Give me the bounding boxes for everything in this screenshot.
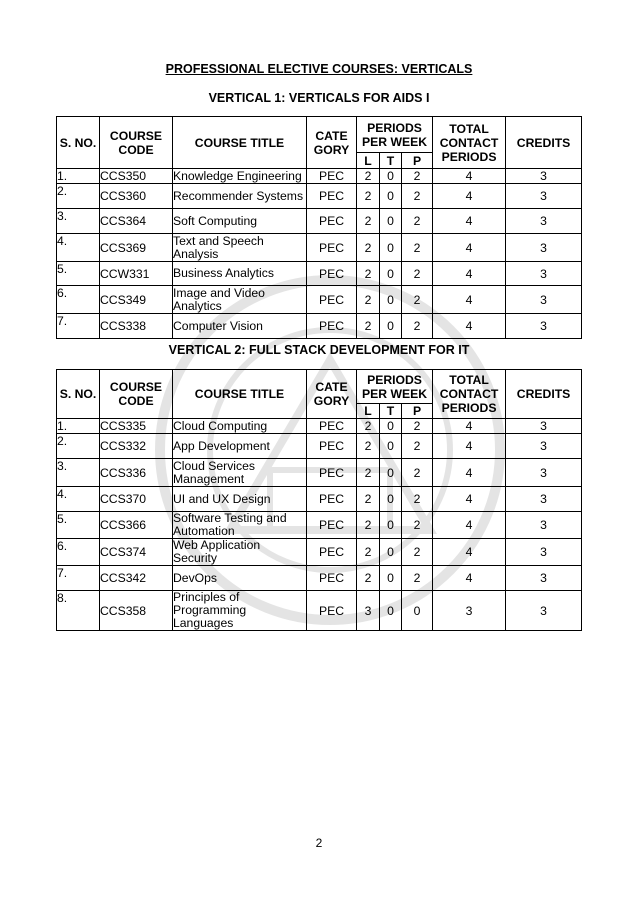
lecture-periods: 2 — [357, 169, 380, 184]
lecture-periods: 2 — [357, 262, 380, 286]
course-title: Software Testing and Automation — [173, 512, 307, 539]
category: PEC — [307, 314, 357, 339]
table-row — [57, 512, 582, 539]
lecture-periods: 2 — [357, 419, 380, 434]
table-row — [57, 539, 582, 566]
course-code: CCS342 — [100, 566, 173, 591]
course-title: Cloud Computing — [173, 419, 307, 434]
col-header-l: L — [357, 153, 380, 169]
course-code: CCS364 — [100, 209, 173, 234]
col-header-p: P — [402, 153, 433, 169]
credits: 3 — [506, 459, 582, 487]
practical-periods: 2 — [402, 234, 433, 262]
total-contact-periods: 4 — [433, 314, 506, 339]
vertical-1-title: VERTICAL 1: VERTICALS FOR AIDS I — [208, 91, 430, 105]
lecture-periods: 2 — [357, 184, 380, 209]
tutorial-periods: 0 — [380, 286, 402, 314]
table-row — [57, 169, 582, 184]
practical-periods: 2 — [402, 566, 433, 591]
category: PEC — [307, 512, 357, 539]
table-row — [57, 419, 582, 434]
tutorial-periods: 0 — [380, 459, 402, 487]
serial-number: 1. — [57, 419, 100, 434]
credits: 3 — [506, 314, 582, 339]
col-header-code: COURSE CODE — [100, 370, 173, 419]
col-header-t: T — [380, 153, 402, 169]
col-header-code: COURSE CODE — [100, 117, 173, 169]
practical-periods: 2 — [402, 459, 433, 487]
category: PEC — [307, 487, 357, 512]
table-row — [57, 262, 582, 286]
total-contact-periods: 4 — [433, 262, 506, 286]
course-code: CCS332 — [100, 434, 173, 459]
course-code: CCS369 — [100, 234, 173, 262]
course-code: CCS360 — [100, 184, 173, 209]
total-contact-periods: 4 — [433, 487, 506, 512]
tutorial-periods: 0 — [380, 487, 402, 512]
practical-periods: 2 — [402, 169, 433, 184]
course-title: Computer Vision — [173, 314, 307, 339]
practical-periods: 2 — [402, 539, 433, 566]
vertical-2-table — [56, 369, 582, 631]
tutorial-periods: 0 — [380, 262, 402, 286]
serial-number: 4. — [57, 234, 100, 262]
category: PEC — [307, 184, 357, 209]
credits: 3 — [506, 434, 582, 459]
practical-periods: 2 — [402, 434, 433, 459]
course-code: CCS338 — [100, 314, 173, 339]
credits: 3 — [506, 184, 582, 209]
col-header-category: CATE GORY — [307, 370, 357, 419]
serial-number: 5. — [57, 262, 100, 286]
serial-number: 2. — [57, 184, 100, 209]
credits: 3 — [506, 512, 582, 539]
lecture-periods: 2 — [357, 209, 380, 234]
vertical-1-table — [56, 116, 582, 339]
course-code: CCS336 — [100, 459, 173, 487]
total-contact-periods: 4 — [433, 539, 506, 566]
tutorial-periods: 0 — [380, 234, 402, 262]
total-contact-periods: 4 — [433, 566, 506, 591]
credits: 3 — [506, 262, 582, 286]
course-code: CCS350 — [100, 169, 173, 184]
table-row — [57, 234, 582, 262]
tutorial-periods: 0 — [380, 314, 402, 339]
practical-periods: 2 — [402, 209, 433, 234]
lecture-periods: 2 — [357, 566, 380, 591]
course-code: CCS366 — [100, 512, 173, 539]
table-row — [57, 209, 582, 234]
credits: 3 — [506, 234, 582, 262]
page-number: 2 — [315, 836, 323, 850]
serial-number: 2. — [57, 434, 100, 459]
tutorial-periods: 0 — [380, 209, 402, 234]
course-title: Web Application Security — [173, 539, 307, 566]
category: PEC — [307, 539, 357, 566]
serial-number: 7. — [57, 566, 100, 591]
course-title: Principles of Programming Languages — [173, 591, 307, 631]
lecture-periods: 2 — [357, 487, 380, 512]
vertical-2-title: VERTICAL 2: FULL STACK DEVELOPMENT FOR IT — [168, 343, 470, 357]
course-code: CCS374 — [100, 539, 173, 566]
category: PEC — [307, 566, 357, 591]
practical-periods: 2 — [402, 184, 433, 209]
tutorial-periods: 0 — [380, 539, 402, 566]
col-header-p: P — [402, 404, 433, 419]
lecture-periods: 3 — [357, 591, 380, 631]
table-row — [57, 591, 582, 631]
credits: 3 — [506, 487, 582, 512]
tutorial-periods: 0 — [380, 512, 402, 539]
col-header-credits: CREDITS — [506, 370, 582, 419]
credits: 3 — [506, 419, 582, 434]
col-header-periods: PERIODS PER WEEK — [357, 370, 433, 404]
col-header-periods: PERIODS PER WEEK — [357, 117, 433, 153]
total-contact-periods: 4 — [433, 234, 506, 262]
category: PEC — [307, 234, 357, 262]
total-contact-periods: 4 — [433, 512, 506, 539]
table-row — [57, 184, 582, 209]
credits: 3 — [506, 539, 582, 566]
practical-periods: 0 — [402, 591, 433, 631]
credits: 3 — [506, 566, 582, 591]
course-title: Image and Video Analytics — [173, 286, 307, 314]
practical-periods: 2 — [402, 262, 433, 286]
practical-periods: 2 — [402, 512, 433, 539]
course-title: DevOps — [173, 566, 307, 591]
total-contact-periods: 4 — [433, 184, 506, 209]
table-row — [57, 487, 582, 512]
credits: 3 — [506, 591, 582, 631]
total-contact-periods: 4 — [433, 434, 506, 459]
tutorial-periods: 0 — [380, 169, 402, 184]
course-code: CCW331 — [100, 262, 173, 286]
practical-periods: 2 — [402, 286, 433, 314]
total-contact-periods: 4 — [433, 169, 506, 184]
practical-periods: 2 — [402, 419, 433, 434]
course-title: Cloud Services Management — [173, 459, 307, 487]
serial-number: 5. — [57, 512, 100, 539]
course-title: Recommender Systems — [173, 184, 307, 209]
course-title: Text and Speech Analysis — [173, 234, 307, 262]
credits: 3 — [506, 286, 582, 314]
serial-number: 3. — [57, 209, 100, 234]
tutorial-periods: 0 — [380, 419, 402, 434]
tutorial-periods: 0 — [380, 566, 402, 591]
vertical-1-rows — [57, 169, 582, 339]
category: PEC — [307, 286, 357, 314]
col-header-t: T — [380, 404, 402, 419]
category: PEC — [307, 419, 357, 434]
tutorial-periods: 0 — [380, 184, 402, 209]
tutorial-periods: 0 — [380, 434, 402, 459]
serial-number: 4. — [57, 487, 100, 512]
col-header-total: TOTAL CONTACT PERIODS — [433, 370, 506, 419]
category: PEC — [307, 209, 357, 234]
serial-number: 7. — [57, 314, 100, 339]
category: PEC — [307, 459, 357, 487]
col-header-sno: S. NO. — [57, 370, 100, 419]
tutorial-periods: 0 — [380, 591, 402, 631]
lecture-periods: 2 — [357, 234, 380, 262]
serial-number: 6. — [57, 286, 100, 314]
category: PEC — [307, 591, 357, 631]
lecture-periods: 2 — [357, 314, 380, 339]
col-header-category: CATE GORY — [307, 117, 357, 169]
lecture-periods: 2 — [357, 459, 380, 487]
total-contact-periods: 4 — [433, 419, 506, 434]
page-heading: PROFESSIONAL ELECTIVE COURSES: VERTICALS — [165, 62, 473, 76]
course-title: Knowledge Engineering — [173, 169, 307, 184]
practical-periods: 2 — [402, 314, 433, 339]
category: PEC — [307, 169, 357, 184]
category: PEC — [307, 262, 357, 286]
course-title: App Development — [173, 434, 307, 459]
lecture-periods: 2 — [357, 512, 380, 539]
category: PEC — [307, 434, 357, 459]
lecture-periods: 2 — [357, 434, 380, 459]
credits: 3 — [506, 209, 582, 234]
col-header-sno: S. NO. — [57, 117, 100, 169]
practical-periods: 2 — [402, 487, 433, 512]
serial-number: 8. — [57, 591, 100, 631]
lecture-periods: 2 — [357, 539, 380, 566]
total-contact-periods: 3 — [433, 591, 506, 631]
course-title: Business Analytics — [173, 262, 307, 286]
course-title: Soft Computing — [173, 209, 307, 234]
table-row — [57, 314, 582, 339]
course-title: UI and UX Design — [173, 487, 307, 512]
total-contact-periods: 4 — [433, 209, 506, 234]
total-contact-periods: 4 — [433, 286, 506, 314]
credits: 3 — [506, 169, 582, 184]
serial-number: 1. — [57, 169, 100, 184]
col-header-total: TOTAL CONTACT PERIODS — [433, 117, 506, 169]
col-header-title: COURSE TITLE — [173, 370, 307, 419]
total-contact-periods: 4 — [433, 459, 506, 487]
col-header-title: COURSE TITLE — [173, 117, 307, 169]
vertical-2-rows — [57, 419, 582, 631]
table-row — [57, 566, 582, 591]
col-header-credits: CREDITS — [506, 117, 582, 169]
table-row — [57, 434, 582, 459]
course-code: CCS349 — [100, 286, 173, 314]
serial-number: 6. — [57, 539, 100, 566]
course-code: CCS358 — [100, 591, 173, 631]
table-row — [57, 459, 582, 487]
table-row — [57, 286, 582, 314]
course-code: CCS370 — [100, 487, 173, 512]
lecture-periods: 2 — [357, 286, 380, 314]
serial-number: 3. — [57, 459, 100, 487]
col-header-l: L — [357, 404, 380, 419]
course-code: CCS335 — [100, 419, 173, 434]
